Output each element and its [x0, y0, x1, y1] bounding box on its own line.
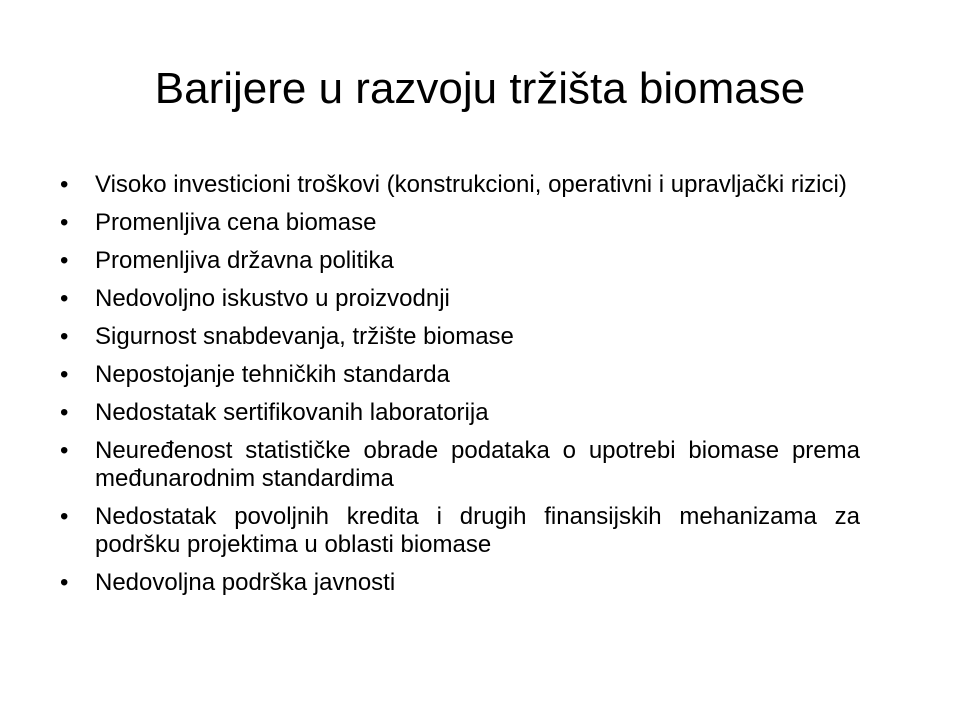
bullet-item	[60, 437, 860, 493]
bullet-item	[60, 285, 860, 313]
bullet-marker: •	[60, 399, 69, 426]
bullet-marker: •	[60, 171, 69, 198]
bullet-list	[60, 171, 860, 607]
bullet-marker: •	[60, 323, 69, 350]
bullet-marker: •	[60, 569, 69, 596]
bullet-text: Nedovoljna podrška javnosti	[95, 569, 396, 596]
bullet-marker: •	[60, 361, 69, 388]
bullet-text: Promenljiva cena biomase	[95, 209, 377, 236]
bullet-item	[60, 171, 860, 199]
bullet-item	[60, 399, 860, 427]
bullet-item	[60, 209, 860, 237]
bullet-item	[60, 569, 860, 597]
bullet-text: Visoko investicioni troškovi (konstrukcioni, operativni i upravljački rizici)	[95, 171, 847, 198]
bullet-item	[60, 361, 860, 389]
bullet-marker: •	[60, 285, 69, 312]
bullet-marker: •	[60, 209, 69, 236]
slide-title: Barijere u razvoju tržišta biomase	[154, 64, 806, 113]
bullet-marker: •	[60, 503, 69, 530]
bullet-item	[60, 323, 860, 351]
bullet-text: Nepostojanje tehničkih standarda	[95, 361, 450, 388]
bullet-item	[60, 503, 860, 559]
bullet-text: Nedostatak povoljnih kredita i drugih finansijskih mehanizama za podršku projektima u oblasti biomase	[95, 503, 860, 558]
bullet-text: Neuređenost statističke obrade podataka o upotrebi biomase prema međunarodnim standardima	[95, 437, 860, 492]
bullet-text: Nedostatak sertifikovanih laboratorija	[95, 399, 489, 426]
bullet-marker: •	[60, 437, 69, 464]
bullet-text: Promenljiva državna politika	[95, 247, 394, 274]
bullet-item	[60, 247, 860, 275]
bullet-text: Sigurnost snabdevanja, tržište biomase	[95, 323, 514, 350]
bullet-marker: •	[60, 247, 69, 274]
bullet-text: Nedovoljno iskustvo u proizvodnji	[95, 285, 450, 312]
